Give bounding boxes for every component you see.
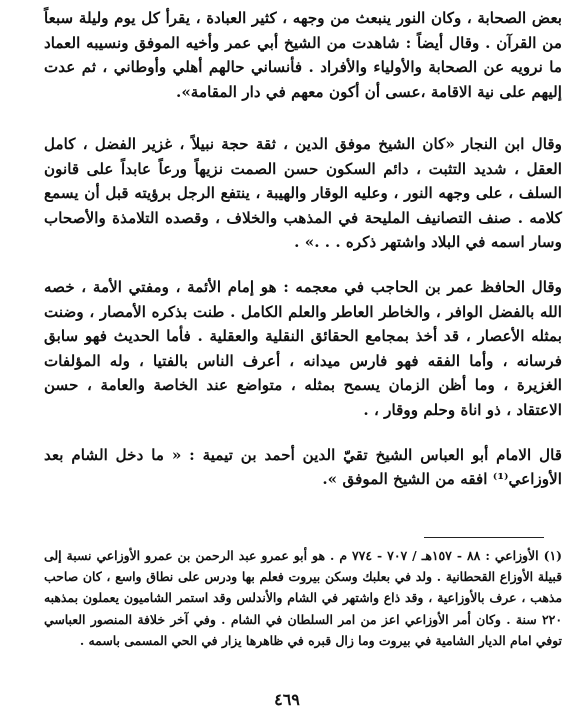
- footnote-1: (١) الأوزاعي : ٨٨ - ١٥٧هـ / ٧٠٧ - ٧٧٤ م . هو أبو عمرو عبد الرحمن بن عمرو الأوزاعي نسبة إلى قبيلة الأوزاع القحطانية . ولد في بعلبك وسكن بيروت فعلم بها ودرس على نطاق واسع ، كان صاحب مذهب ، عرف بالأوزاعية ، وقد ذاع واشتهر في الشام والأندلس وقد استمر الشاميون يعملون بمذهبه ٢٢٠ سنة . وكان أمر الأوزاعي اعز من امر السلطان في الشام . وفي آخر خلافة المنصور العباسي توفي امام الديار الشامية في بيروت وما زال قبره في ظاهرها يزار في الحي المسمى باسمه .: [44, 548, 562, 648]
- paragraph-1: بعض الصحابة ، وكان النور ينبعث من وجهه ، كثير العبادة ، يقرأ كل يوم وليلة سبعاً من القرآن . وقال أيضاً : شاهدت من الشيخ أبي عمر وأخيه الموفق ونسيبه العماد ما نرويه عن الصحابة والأولياء والأفراد . فأنساني حالهم أهلي وأوطاني ، ثم عدت إليهم على نية الاقامة ،عسى أن أكون معهم في دار المقامة».: [44, 9, 562, 101]
- paragraph-4: قال الامام أبو العباس الشيخ تقيّ الدين أحمد بن تيمية : « ما دخل الشام بعد الأوزاعي⁽¹⁾ افقه من الشيخ الموفق ».: [44, 445, 562, 489]
- paragraph-3: وقال الحافظ عمر بن الحاجب في معجمه : هو إمام الأئمة ، ومفتي الأمة ، خصه الله بالفضل الوافر ، والخاطر العاطر والعلم الكامل . طنت بذكره الأمصار ، وضنت بمثله الأعصار ، قد أخذ بمجامع الحقائق النقلية والعقلية . فأما الحديث فهو سابق فرسانه ، وأما الفقه فهو فارس ميدانه ، أعرف الناس بالفتيا ، وله المؤلفات الغزيرة ، وما أظن الزمان يسمح بمثله ، متواضع عند الخاصة والعامة ، حسن الاعتقاد ، ذو اناة وحلم ووقار ، .: [44, 277, 562, 419]
- footnotes: [44, 545, 562, 651]
- page-number: ٤٦٩: [274, 690, 300, 709]
- main-text: [44, 6, 562, 492]
- footnote-divider: [424, 537, 544, 538]
- paragraph-2: وقال ابن النجار «كان الشيخ موفق الدين ، ثقة حجة نبيلاً ، غزير الفضل ، كامل العقل ، شديد التثبت ، دائم السكون حسن الصمت نزيهاً ورعاً عابداً على قانون السلف ، على وجهه النور ، وعليه الوقار والهيبة ، ينتفع الرجل برؤيته قبل أن يسمع كلامه . صنف التصانيف المليحة في المذهب والخلاف ، وقصده التلامذة والأصحاب وسار اسمه في البلاد واشتهر ذكره . . .» .: [44, 135, 562, 252]
